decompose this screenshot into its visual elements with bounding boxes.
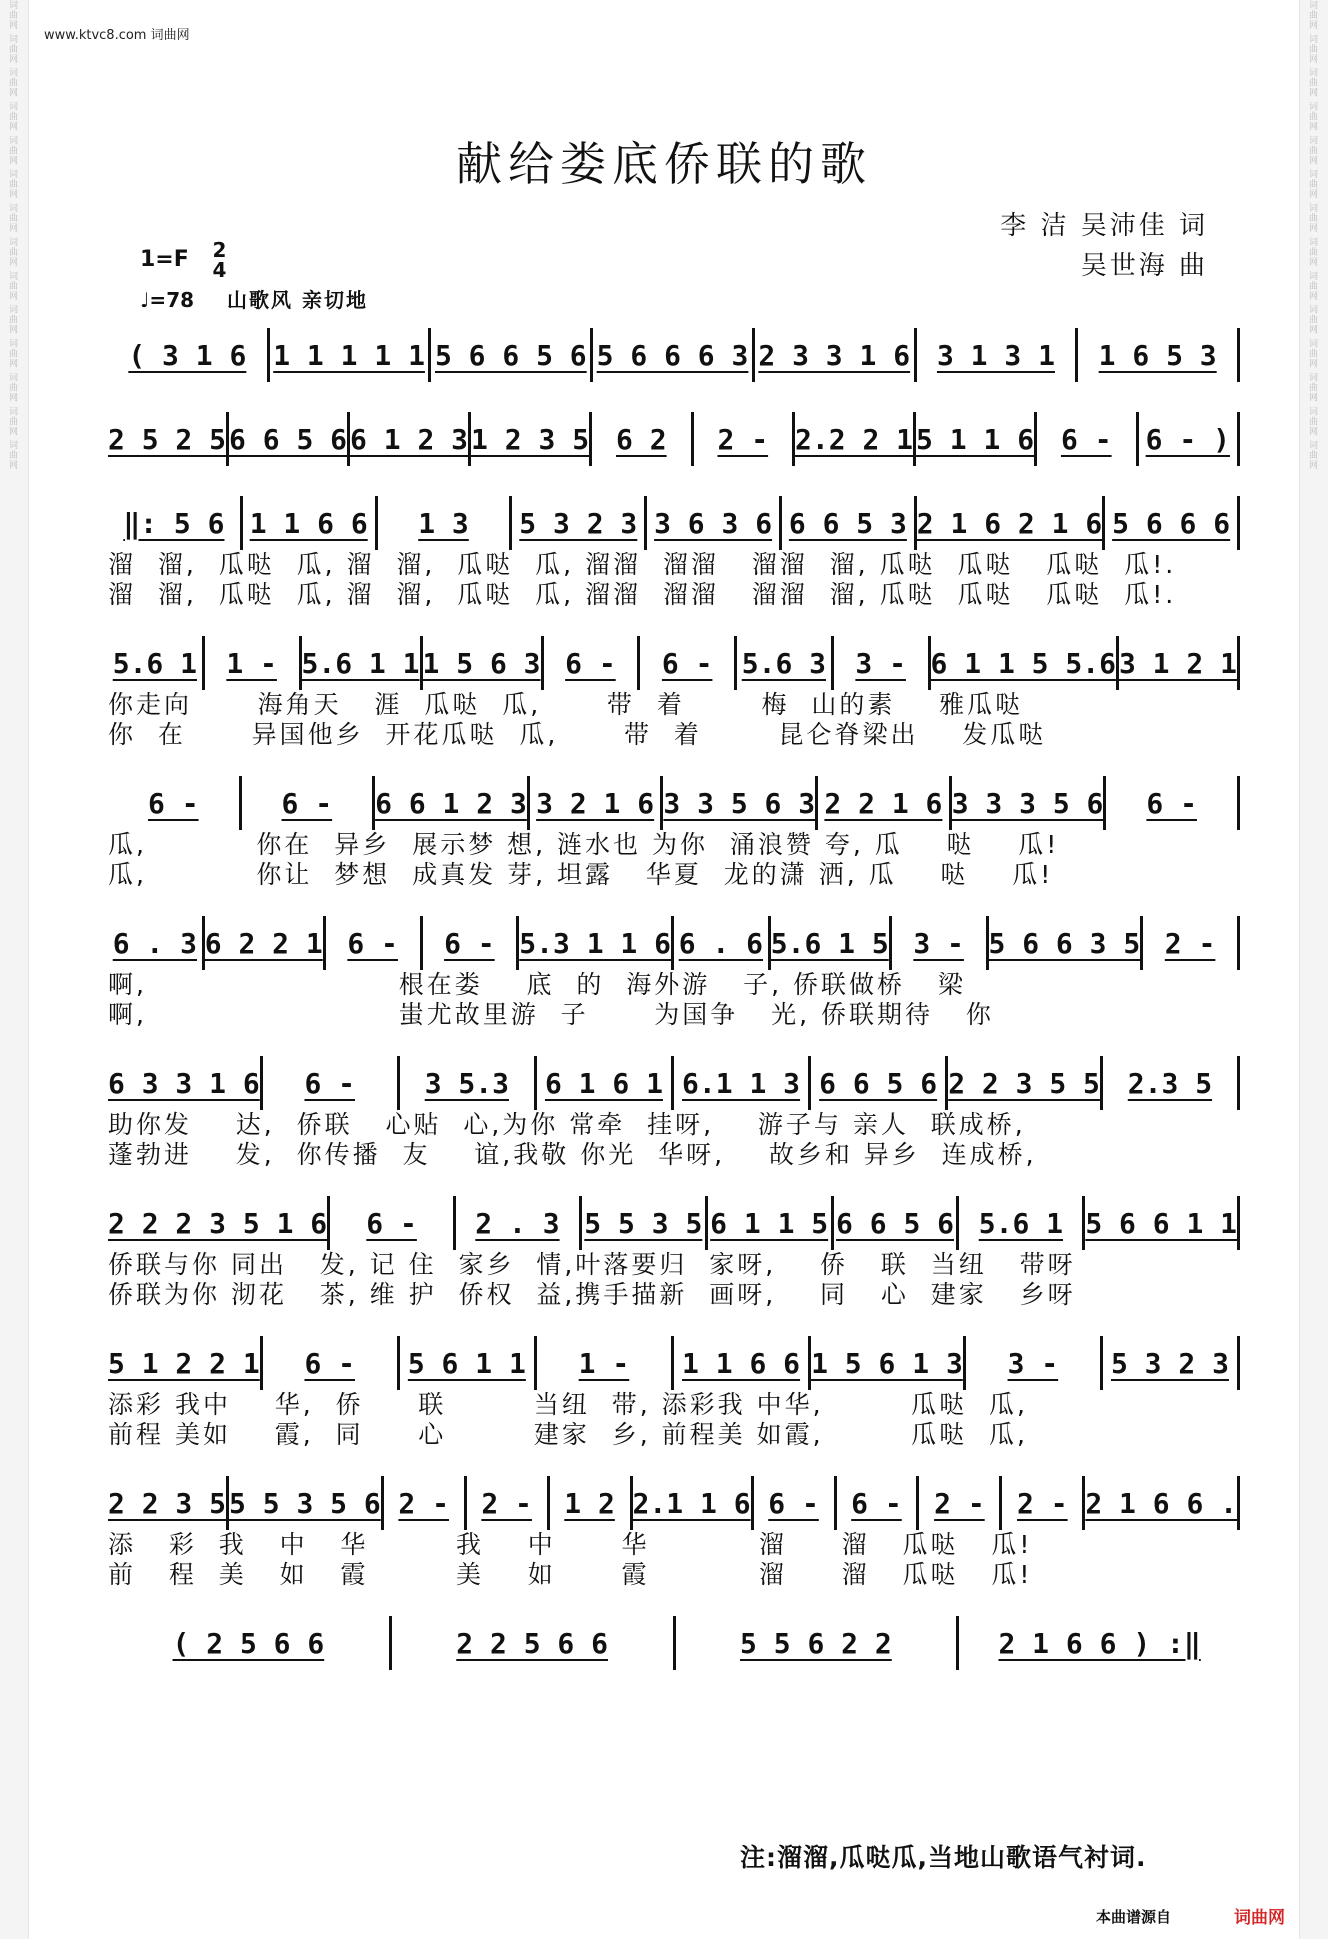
measure: 6 1 1 5 [705,1196,831,1250]
measure: 6 2 [589,412,690,466]
measure: 3 - [831,636,928,690]
score [108,328,1240,1700]
style-marking: 山歌风 亲切地 [227,288,368,312]
measure: 6 - [751,1476,834,1530]
lyric-line: 啊, 蚩尤故里游 子 为国争 光, 侨联期待 你 [108,1000,994,1029]
lyric-line: 添彩 我中 华, 侨 联 当纽 带, 添彩我 中华, 瓜哒 瓜, [108,1390,1028,1419]
measure: 3 - [889,916,986,970]
right-margin-strip [1299,0,1328,1939]
measure: 6 1 1 5 5.6 [928,636,1116,690]
lyric-line: 你 在 异国他乡 开花瓜哒 瓜, 带 着 昆仑脊梁出 发瓜哒 [108,720,1047,749]
measure: 6 - [420,916,517,970]
measure: 2.3 5 [1100,1056,1237,1110]
measure: 6 2 2 1 [202,916,323,970]
notation-line [108,636,1240,690]
system-spacer [108,1170,1240,1196]
measure: 2 . 3 [453,1196,579,1250]
system-spacer [108,466,1240,496]
measure: 5 5 3 5 6 [226,1476,381,1530]
lyric-line: 前 程 美 如 霞 美 如 霞 溜 溜 瓜哒 瓜! [108,1560,1033,1589]
measure: 2 5 2 5 [108,422,227,456]
measure: 2 2 1 6 [815,776,949,830]
measure: 5 6 6 5 6 [428,328,590,382]
measure: 5.3 1 1 6 [516,916,671,970]
measure: 1 1 6 6 [240,496,375,550]
measure: 1 5 6 3 [420,636,541,690]
notation-line [108,496,1240,550]
measure: 5.6 1 [956,1196,1082,1250]
measure: ( 3 1 6 [128,338,247,372]
tempo-marking: ♩=78 [140,288,195,312]
lyric-line: 溜 溜, 瓜哒 瓜, 溜 溜, 瓜哒 瓜, 溜溜 溜溜 溜溜 溜, 瓜哒 瓜哒 瓜哒 瓜!. [108,550,1177,579]
footnote: 注:溜溜,瓜哒瓜,当地山歌语气衬词. [740,1843,1147,1872]
measure: 5 6 1 1 [397,1336,534,1390]
left-margin-strip [0,0,29,1939]
measure: 3 1 2 1 [1116,636,1237,690]
lyric-line: 瓜, 你在 异乡 展示梦 想, 涟水也 为你 涌浪赞 夸, 瓜 哒 瓜! [108,830,1060,859]
measure: 2 1 6 6 . [1082,1476,1237,1530]
notation-line [108,1336,1240,1390]
notation-line [108,776,1240,830]
measure: 6 1 2 3 [347,412,468,466]
measure: 6 3 3 1 6 [108,1066,260,1100]
lyric-line: 蓬勃进 发, 你传播 友 谊,我敬 你光 华呀, 故乡和 异乡 连成桥, [108,1140,1037,1169]
measure: 6 . 6 [671,916,768,970]
measure: 3 1 3 1 [914,328,1076,382]
measure: 5 1 2 2 1 [108,1346,260,1380]
measure: 5 6 6 6 [1102,496,1237,550]
measure: 6 - [834,1476,917,1530]
footer-logo[interactable]: 词曲网 [1234,1908,1285,1928]
lyric-line: 瓜, 你让 梦想 成真发 芽, 坦露 华夏 龙的潇 洒, 瓜 哒 瓜! [108,860,1054,889]
measure: 6 - [239,776,373,830]
notation-line [108,1056,1240,1110]
lyric-line: 前程 美如 霞, 同 心 建家 乡, 前程美 如霞, 瓜哒 瓜, [108,1420,1028,1449]
measure: 2 - [916,1476,999,1530]
system-spacer [108,610,1240,636]
notation-line [108,1616,1240,1670]
score-system [108,1336,1240,1476]
score-system [108,636,1240,776]
measure: 5 1 1 6 [913,412,1034,466]
measure: 6 - [260,1056,397,1110]
measure: 1 1 1 1 1 [267,328,429,382]
composer: 吴世海 曲 [1080,251,1208,281]
measure: 2 - [691,412,792,466]
measure: 2 - [1140,916,1237,970]
measure: 3 5.3 [397,1056,534,1110]
measure: 6 - [260,1336,397,1390]
measure: 1 6 5 3 [1075,328,1237,382]
lyric-line: 助你发 达, 侨联 心贴 心,为你 常牵 挂呀, 游子与 亲人 联成桥, [108,1110,1026,1139]
measure: 6 1 6 1 [534,1056,671,1110]
notation-line [108,412,1240,466]
measure: 5.6 1 [112,646,198,680]
measure: 2 1 6 2 1 6 [914,496,1102,550]
measure: 2 - [381,1476,464,1530]
score-system [108,1476,1240,1616]
lyric-line: 溜 溜, 瓜哒 瓜, 溜 溜, 瓜哒 瓜, 溜溜 溜溜 溜溜 溜, 瓜哒 瓜哒 瓜哒 瓜!. [108,580,1177,609]
measure: 6.1 1 3 [671,1056,808,1110]
lyric-line: 啊, 根在娄 底 的 海外游 子, 侨联做桥 梁 [108,970,966,999]
score-system [108,916,1240,1056]
system-spacer [108,1450,1240,1476]
score-meta [140,240,368,320]
system-spacer [108,750,1240,776]
lyricist: 李 洁 吴沛佳 词 [1000,211,1208,241]
measure: 5.6 3 [734,636,831,690]
credits [1000,206,1208,286]
measure: 6 - [327,1196,453,1250]
lyric-line: 侨联与你 同出 发, 记 住 家乡 情,叶落要归 家呀, 侨 联 当纽 带呀 [108,1250,1076,1279]
measure: 6 6 5 6 [831,1196,957,1250]
right-watermark: 词曲网 词曲网 词曲网 词曲网 词曲网 词曲网 词曲网 词曲网 词曲网 词曲网 词曲网 词曲网 词曲网 词曲网 [1307,0,1317,471]
measure: 5 5 6 2 2 [673,1616,957,1670]
measure: 5.6 1 1 [299,636,420,690]
system-spacer [108,1310,1240,1336]
measure: 6 - ) [1136,412,1237,466]
measure: ‖: 5 6 [123,506,225,540]
measure: 6 - [147,786,199,820]
measure: 3 2 1 6 [527,776,661,830]
notation-line [108,328,1240,382]
notation-line [108,1476,1240,1530]
measure: 2 1 6 6 ) :‖ [956,1616,1240,1670]
time-sig-top: 2 [212,238,227,262]
score-system [108,1616,1240,1700]
score-system [108,328,1240,412]
measure: 2 - [464,1476,547,1530]
measure: 3 3 3 5 6 [949,776,1104,830]
measure: 1 - [534,1336,671,1390]
score-system [108,1056,1240,1196]
measure: 2 2 3 5 [108,1486,227,1520]
measure: 6 - [541,636,638,690]
time-signature [212,240,226,280]
measure: 1 2 3 5 [468,412,589,466]
score-system [108,496,1240,636]
measure: 3 6 3 6 [644,496,779,550]
measure: 5 3 2 3 [1100,1336,1237,1390]
measure: 5.6 1 5 [768,916,889,970]
measure: 1 2 [547,1476,630,1530]
system-spacer [108,1030,1240,1056]
notation-line [108,1196,1240,1250]
measure: 5 6 6 6 3 [590,328,752,382]
score-system [108,776,1240,916]
system-spacer [108,1590,1240,1616]
system-spacer [108,1670,1240,1700]
measure: 2 3 3 1 6 [752,328,914,382]
key-signature: 1=F [140,247,189,272]
measure: 6 - [323,916,420,970]
measure: 6 6 1 2 3 [372,776,527,830]
notation-line [108,916,1240,970]
score-system [108,1196,1240,1336]
measure: 5 6 6 1 1 [1082,1196,1237,1250]
measure: 5 6 6 3 5 [986,916,1141,970]
measure: 6 6 5 6 [808,1056,945,1110]
lyric-line: 侨联为你 沏花 茶, 维 护 侨权 益,携手描新 画呀, 同 心 建家 乡呀 [108,1280,1076,1309]
measure: 2 2 2 3 5 1 6 [108,1206,328,1240]
site-url[interactable]: www.ktvc8.com 词曲网 [44,28,190,43]
footer-source: 本曲谱源自 [1096,1908,1172,1926]
measure: 2 2 3 5 5 [945,1056,1100,1110]
time-sig-bottom: 4 [212,258,227,282]
measure: 6 - [1103,776,1237,830]
measure: 1 1 6 6 [671,1336,808,1390]
measure: 6 - [637,636,734,690]
system-spacer [108,890,1240,916]
measure: 6 6 5 3 [779,496,914,550]
measure: ( 2 5 6 6 [172,1626,325,1660]
measure: 5 3 2 3 [509,496,644,550]
measure: 1 5 6 1 3 [808,1336,963,1390]
measure: 6 - [1034,412,1135,466]
measure: 6 . 3 [112,926,198,960]
measure: 2 2 5 6 6 [389,1616,673,1670]
system-spacer [108,382,1240,412]
measure: 2.1 1 6 [630,1476,751,1530]
measure: 1 3 [375,496,510,550]
left-watermark: 词曲网 词曲网 词曲网 词曲网 词曲网 词曲网 词曲网 词曲网 词曲网 词曲网 词曲网 词曲网 词曲网 词曲网 [7,0,17,471]
measure: 2 - [999,1476,1082,1530]
measure: 2.2 2 1 [792,412,913,466]
song-title: 献给娄底侨联的歌 [456,137,872,191]
measure: 3 3 5 6 3 [660,776,815,830]
measure: 3 - [963,1336,1100,1390]
measure: 6 6 5 6 [226,412,347,466]
measure: 5 5 3 5 [579,1196,705,1250]
lyric-line: 你走向 海角天 涯 瓜哒 瓜, 带 着 梅 山的素 雅瓜哒 [108,690,1024,719]
score-system [108,412,1240,496]
measure: 1 - [202,636,299,690]
lyric-line: 添 彩 我 中 华 我 中 华 溜 溜 瓜哒 瓜! [108,1530,1033,1559]
